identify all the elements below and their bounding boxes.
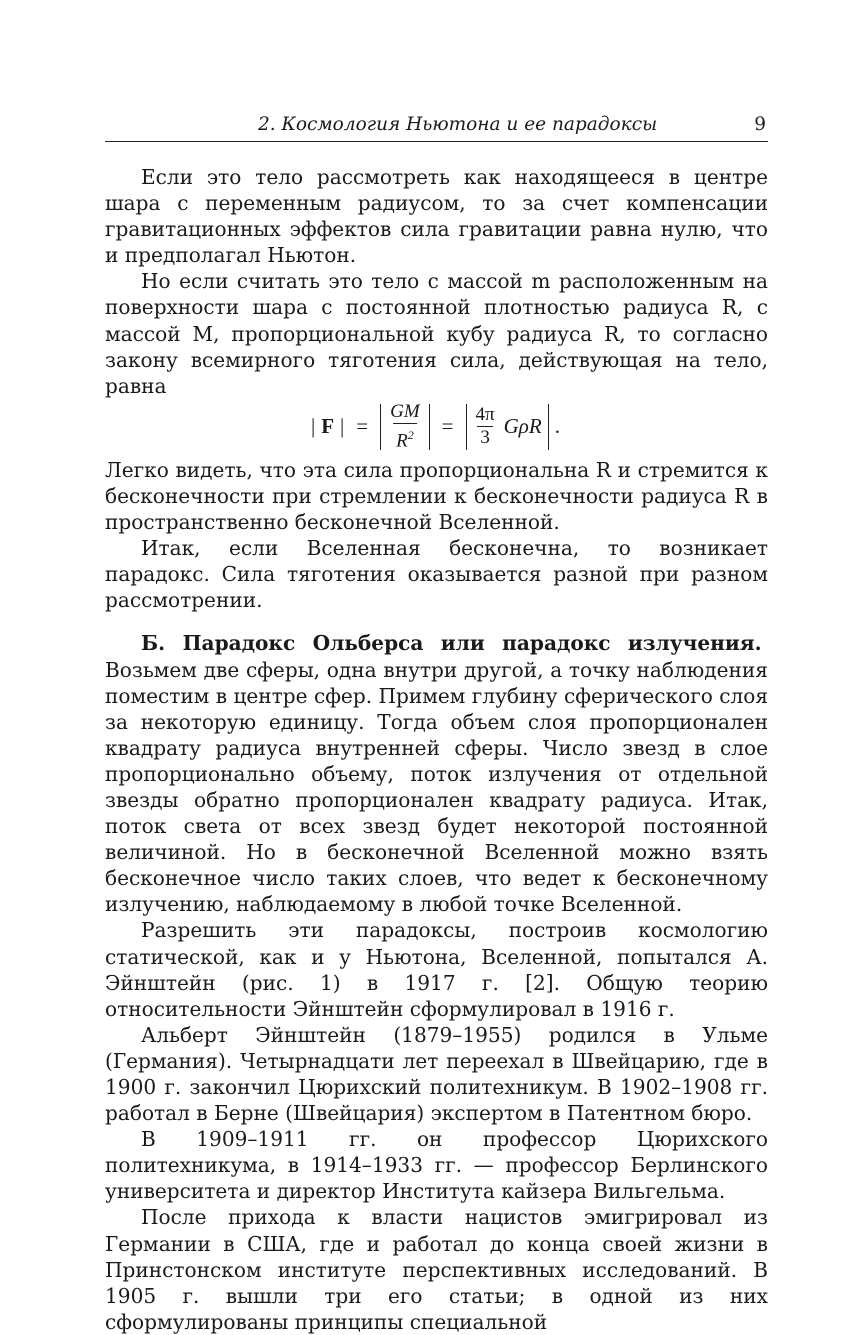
paragraph-5 xyxy=(105,630,768,917)
formula-abs-close: | xyxy=(340,414,345,439)
formula-period: . xyxy=(554,414,560,439)
running-header xyxy=(105,112,768,142)
paragraph-1: Если это тело рассмотреть как находящееся в центре шара с переменным радиусом, то за счет компенсации гравитационных эффектов сила гравитации равна нулю, что и предполагал Ньютон. xyxy=(105,165,768,268)
fraction-numerator: GM xyxy=(390,400,420,422)
abs-bar xyxy=(380,404,381,450)
paragraph-5-text: Возьмем две сферы, одна внутри другой, а точку наблюдения поместим в центре сфер. Примем глубину сферического слоя за некоторую единицу. Тогда объем слоя пропорционален квадрату радиуса внутренней сферы. Число звезд в слое пропорционально объему, поток излучения от отдельной звезды обратно пропорционален квадрату радиуса. Итак, поток света от всех звезд будет некоторой постоянной величиной. Но в бесконечной Вселенной можно взять бесконечное число таких слоев, что ведет к бесконечному излучению, наблюдаемому в любой точке Вселенной. xyxy=(105,657,769,917)
paragraph-6: Разрешить эти парадоксы, построив космологию статической, как и у Ньютона, Вселенной, попытался А. Эйнштейн (рис. 1) в 1917 г. [2]. Общую теорию относительности Эйнштейн сформулировал в 1916 г. xyxy=(105,918,768,1021)
fraction-denominator xyxy=(393,423,417,452)
fraction-gm-r2 xyxy=(387,401,423,452)
abs-bar xyxy=(548,404,549,450)
fraction-denominator: 3 xyxy=(477,426,493,449)
paragraph-7: Альберт Эйнштейн (1879–1955) родился в Ульме (Германия). Четырнадцати лет переехал в Швейцарию, где в 1900 г. закончил Цюрихский политехникум. В 1902–1908 гг. работал в Берне (Швейцария) экспертом в Патентном бюро. xyxy=(105,1022,768,1126)
body-text xyxy=(105,164,768,1335)
paragraph-3: Легко видеть, что эта сила пропорциональна R и стремится к бесконечности при стремлении к бесконечности радиуса R в пространственно бесконечной Вселенной. xyxy=(105,457,768,535)
formula-equals-1: = xyxy=(356,414,369,439)
chapter-title: 2. Космология Ньютона и ее парадоксы xyxy=(258,114,658,135)
paragraph-4: Итак, если Вселенная бесконечна, то возникает парадокс. Сила тяготения оказывается разной при разном рассмотрении. xyxy=(105,536,768,613)
fraction-numerator: 4π xyxy=(475,404,495,425)
paragraph-8: В 1909–1911 гг. он профессор Цюрихского политехникума, в 1914–1933 гг. — профессор Берлинского университета и директор Института кайзера Вильгельма. xyxy=(105,1127,768,1204)
denominator-base: R xyxy=(396,430,408,452)
page-number: 9 xyxy=(754,114,766,135)
section-heading: Б. Парадокс Ольберса или парадокс излучения. xyxy=(141,631,762,656)
formula-abs-open: | xyxy=(311,414,316,439)
formula-force-vector: F xyxy=(321,414,335,439)
gravity-formula xyxy=(105,399,768,457)
paragraph-2: Но если считать это тело с массой m расположенным на поверхности шара с постоянной плотностью радиуса R, с массой M, пропорциональной кубу радиуса R, то согласно закону всемирного тяготения сила, действующая на тело, равна xyxy=(105,269,768,398)
book-page xyxy=(105,112,768,1335)
formula-equals-2: = xyxy=(441,414,454,439)
abs-bar xyxy=(466,404,467,450)
paragraph-9: После прихода к власти нацистов эмигрировал из Германии в США, где и работал до конца своей жизни в Принстонском институте перспективных исследований. В 1905 г. вышли три его статьи; в одной из них сформулированы принципы специальной xyxy=(105,1205,768,1334)
denominator-exponent: 2 xyxy=(407,427,414,442)
abs-bar xyxy=(429,404,430,450)
formula-tail: GρR xyxy=(503,414,542,439)
fraction-4pi-3 xyxy=(473,404,498,449)
